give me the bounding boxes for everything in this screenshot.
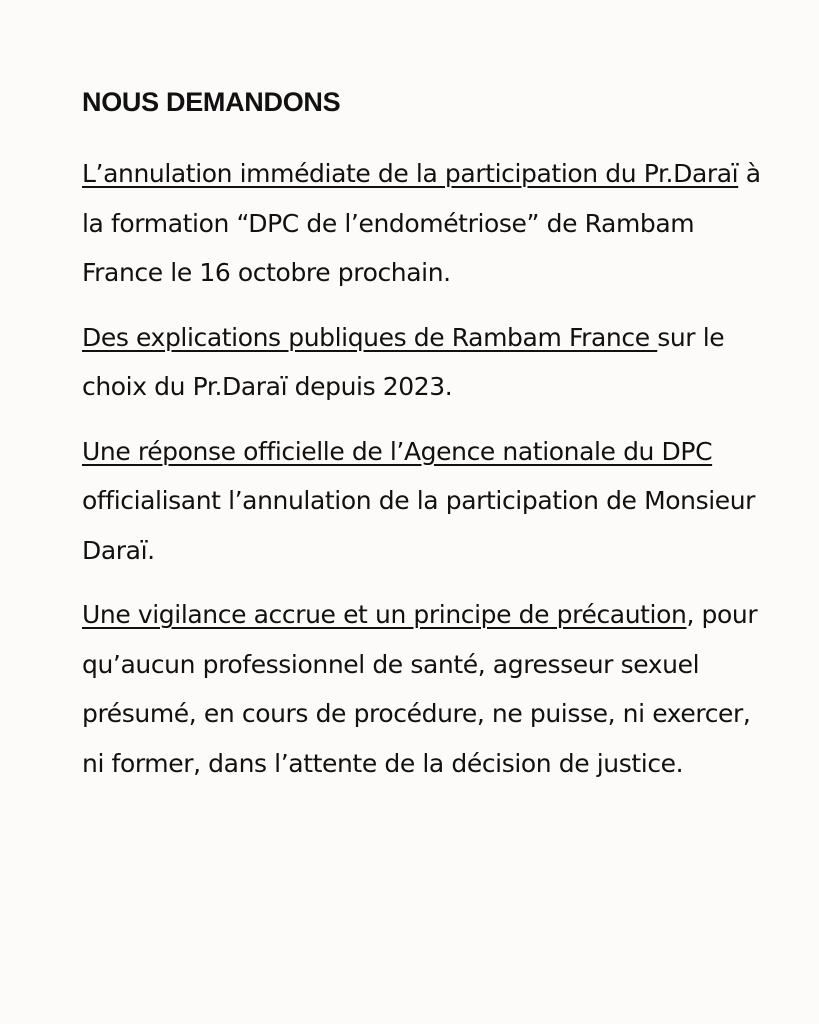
demand-2-underlined-text: Des explications publiques de Rambam France (82, 322, 658, 352)
demand-2-text: sur le choix du Pr.Daraï depuis 2023. (82, 322, 725, 401)
demand-4-underlined-text: Une vigilance accrue et un principe de précaution (82, 600, 687, 629)
demand-paragraph-1 (82, 149, 762, 298)
demand-paragraph-2 (82, 313, 762, 412)
demand-paragraph-3 (82, 427, 762, 576)
demand-4-text: , pour qu’aucun professionnel de santé, agresseur sexuel présumé, en cours de procédure, ne puisse, ni exercer, ni former, dans l’attente de la décision de justice. (82, 600, 758, 778)
demand-1-underlined-text: L’annulation immédiate de la participation du Pr.Daraï (82, 159, 739, 188)
demand-paragraph-4 (82, 590, 762, 788)
demand-3-underlined-text: Une réponse officielle de l’Agence nationale du DPC (82, 436, 713, 466)
demand-1-text: à la formation “DPC de l’endométriose” de Rambam France le 16 octobre prochain. (82, 159, 761, 287)
document (82, 84, 762, 788)
page-title: NOUS DEMANDONS (82, 87, 341, 117)
demand-3-text: officialisant l’annulation de la participation de Monsieur Daraï. (82, 486, 756, 565)
